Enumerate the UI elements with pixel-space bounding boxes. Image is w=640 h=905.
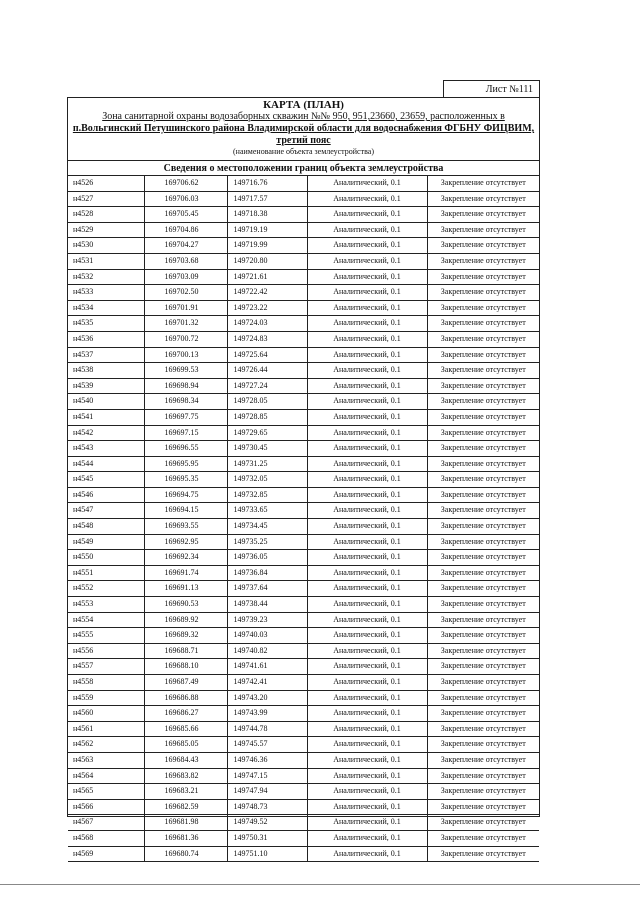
y-coordinate-cell: 149748.73 xyxy=(227,799,307,815)
table-row xyxy=(68,269,539,285)
y-coordinate-cell: 149745.57 xyxy=(227,737,307,753)
y-coordinate-cell: 149722.42 xyxy=(227,285,307,301)
point-id-cell: н4563 xyxy=(68,752,144,768)
table-row xyxy=(68,597,539,613)
marking-description-cell: Закрепление отсутствует xyxy=(427,675,539,691)
x-coordinate-cell: 169691.13 xyxy=(144,581,227,597)
document-title: КАРТА (ПЛАН) xyxy=(263,99,344,111)
table-row xyxy=(68,394,539,410)
table-row xyxy=(68,721,539,737)
x-coordinate-cell: 169696.55 xyxy=(144,441,227,457)
document-header xyxy=(68,98,539,161)
x-coordinate-cell: 169682.59 xyxy=(144,799,227,815)
marking-description-cell: Закрепление отсутствует xyxy=(427,721,539,737)
y-coordinate-cell: 149744.78 xyxy=(227,721,307,737)
x-coordinate-cell: 169680.74 xyxy=(144,846,227,862)
method-accuracy-cell: Аналитический, 0.1 xyxy=(307,503,427,519)
point-id-cell: н4526 xyxy=(68,176,144,191)
x-coordinate-cell: 169701.32 xyxy=(144,316,227,332)
method-accuracy-cell: Аналитический, 0.1 xyxy=(307,472,427,488)
table-row xyxy=(68,222,539,238)
table-row xyxy=(68,846,539,862)
x-coordinate-cell: 169697.15 xyxy=(144,425,227,441)
table-row xyxy=(68,363,539,379)
marking-description-cell: Закрепление отсутствует xyxy=(427,487,539,503)
point-id-cell: н4528 xyxy=(68,207,144,223)
method-accuracy-cell: Аналитический, 0.1 xyxy=(307,830,427,846)
y-coordinate-cell: 149751.10 xyxy=(227,846,307,862)
x-coordinate-cell: 169706.62 xyxy=(144,176,227,191)
method-accuracy-cell: Аналитический, 0.1 xyxy=(307,597,427,613)
table-row xyxy=(68,675,539,691)
marking-description-cell: Закрепление отсутствует xyxy=(427,363,539,379)
method-accuracy-cell: Аналитический, 0.1 xyxy=(307,285,427,301)
point-id-cell: н4549 xyxy=(68,534,144,550)
method-accuracy-cell: Аналитический, 0.1 xyxy=(307,706,427,722)
method-accuracy-cell: Аналитический, 0.1 xyxy=(307,799,427,815)
point-id-cell: н4540 xyxy=(68,394,144,410)
x-coordinate-cell: 169704.86 xyxy=(144,222,227,238)
table-row xyxy=(68,830,539,846)
table-row xyxy=(68,799,539,815)
point-id-cell: н4567 xyxy=(68,815,144,831)
y-coordinate-cell: 149737.64 xyxy=(227,581,307,597)
table-row xyxy=(68,191,539,207)
x-coordinate-cell: 169692.34 xyxy=(144,550,227,566)
point-id-cell: н4553 xyxy=(68,597,144,613)
table-row xyxy=(68,253,539,269)
method-accuracy-cell: Аналитический, 0.1 xyxy=(307,815,427,831)
table-row xyxy=(68,347,539,363)
x-coordinate-cell: 169689.92 xyxy=(144,612,227,628)
marking-description-cell: Закрепление отсутствует xyxy=(427,456,539,472)
point-id-cell: н4536 xyxy=(68,331,144,347)
x-coordinate-cell: 169704.27 xyxy=(144,238,227,254)
method-accuracy-cell: Аналитический, 0.1 xyxy=(307,659,427,675)
marking-description-cell: Закрепление отсутствует xyxy=(427,316,539,332)
y-coordinate-cell: 149728.85 xyxy=(227,409,307,425)
point-id-cell: н4554 xyxy=(68,612,144,628)
y-coordinate-cell: 149718.38 xyxy=(227,207,307,223)
point-id-cell: н4558 xyxy=(68,675,144,691)
x-coordinate-cell: 169703.68 xyxy=(144,253,227,269)
x-coordinate-cell: 169681.36 xyxy=(144,830,227,846)
method-accuracy-cell: Аналитический, 0.1 xyxy=(307,253,427,269)
marking-description-cell: Закрепление отсутствует xyxy=(427,207,539,223)
table-row xyxy=(68,768,539,784)
table-row xyxy=(68,378,539,394)
table-row xyxy=(68,472,539,488)
method-accuracy-cell: Аналитический, 0.1 xyxy=(307,378,427,394)
y-coordinate-cell: 149729.65 xyxy=(227,425,307,441)
y-coordinate-cell: 149732.05 xyxy=(227,472,307,488)
method-accuracy-cell: Аналитический, 0.1 xyxy=(307,347,427,363)
table-row xyxy=(68,628,539,644)
marking-description-cell: Закрепление отсутствует xyxy=(427,628,539,644)
point-id-cell: н4527 xyxy=(68,191,144,207)
marking-description-cell: Закрепление отсутствует xyxy=(427,409,539,425)
y-coordinate-cell: 149747.15 xyxy=(227,768,307,784)
table-row xyxy=(68,565,539,581)
x-coordinate-cell: 169698.94 xyxy=(144,378,227,394)
point-id-cell: н4561 xyxy=(68,721,144,737)
x-coordinate-cell: 169683.82 xyxy=(144,768,227,784)
y-coordinate-cell: 149740.82 xyxy=(227,643,307,659)
y-coordinate-cell: 149742.41 xyxy=(227,675,307,691)
point-id-cell: н4552 xyxy=(68,581,144,597)
page-bottom-divider xyxy=(0,884,640,885)
method-accuracy-cell: Аналитический, 0.1 xyxy=(307,191,427,207)
map-plan-document xyxy=(67,97,540,858)
boundary-points-rows xyxy=(68,176,539,862)
x-coordinate-cell: 169706.03 xyxy=(144,191,227,207)
marking-description-cell: Закрепление отсутствует xyxy=(427,222,539,238)
point-id-cell: н4546 xyxy=(68,487,144,503)
table-row xyxy=(68,752,539,768)
x-coordinate-cell: 169694.15 xyxy=(144,503,227,519)
table-row xyxy=(68,425,539,441)
method-accuracy-cell: Аналитический, 0.1 xyxy=(307,737,427,753)
point-id-cell: н4541 xyxy=(68,409,144,425)
point-id-cell: н4545 xyxy=(68,472,144,488)
x-coordinate-cell: 169701.91 xyxy=(144,300,227,316)
x-coordinate-cell: 169685.66 xyxy=(144,721,227,737)
y-coordinate-cell: 149725.64 xyxy=(227,347,307,363)
marking-description-cell: Закрепление отсутствует xyxy=(427,441,539,457)
x-coordinate-cell: 169688.71 xyxy=(144,643,227,659)
object-name-line-3: третий пояс xyxy=(276,135,331,146)
table-row xyxy=(68,300,539,316)
point-id-cell: н4556 xyxy=(68,643,144,659)
marking-description-cell: Закрепление отсутствует xyxy=(427,253,539,269)
y-coordinate-cell: 149727.24 xyxy=(227,378,307,394)
marking-description-cell: Закрепление отсутствует xyxy=(427,597,539,613)
marking-description-cell: Закрепление отсутствует xyxy=(427,768,539,784)
table-row xyxy=(68,176,539,191)
method-accuracy-cell: Аналитический, 0.1 xyxy=(307,519,427,535)
x-coordinate-cell: 169691.74 xyxy=(144,565,227,581)
sheet-number: Лист №111 xyxy=(443,80,540,97)
marking-description-cell: Закрепление отсутствует xyxy=(427,378,539,394)
point-id-cell: н4535 xyxy=(68,316,144,332)
table-row xyxy=(68,409,539,425)
marking-description-cell: Закрепление отсутствует xyxy=(427,534,539,550)
marking-description-cell: Закрепление отсутствует xyxy=(427,612,539,628)
method-accuracy-cell: Аналитический, 0.1 xyxy=(307,565,427,581)
method-accuracy-cell: Аналитический, 0.1 xyxy=(307,425,427,441)
y-coordinate-cell: 149731.25 xyxy=(227,456,307,472)
y-coordinate-cell: 149747.94 xyxy=(227,784,307,800)
object-name-caption: (наименование объекта землеустройства) xyxy=(233,147,374,156)
marking-description-cell: Закрепление отсутствует xyxy=(427,550,539,566)
marking-description-cell: Закрепление отсутствует xyxy=(427,519,539,535)
point-id-cell: н4551 xyxy=(68,565,144,581)
point-id-cell: н4530 xyxy=(68,238,144,254)
y-coordinate-cell: 149730.45 xyxy=(227,441,307,457)
marking-description-cell: Закрепление отсутствует xyxy=(427,815,539,831)
point-id-cell: н4562 xyxy=(68,737,144,753)
marking-description-cell: Закрепление отсутствует xyxy=(427,503,539,519)
x-coordinate-cell: 169697.75 xyxy=(144,409,227,425)
y-coordinate-cell: 149724.03 xyxy=(227,316,307,332)
marking-description-cell: Закрепление отсутствует xyxy=(427,565,539,581)
table-row xyxy=(68,285,539,301)
method-accuracy-cell: Аналитический, 0.1 xyxy=(307,394,427,410)
method-accuracy-cell: Аналитический, 0.1 xyxy=(307,269,427,285)
y-coordinate-cell: 149719.99 xyxy=(227,238,307,254)
x-coordinate-cell: 169702.50 xyxy=(144,285,227,301)
x-coordinate-cell: 169695.35 xyxy=(144,472,227,488)
y-coordinate-cell: 149746.36 xyxy=(227,752,307,768)
method-accuracy-cell: Аналитический, 0.1 xyxy=(307,300,427,316)
y-coordinate-cell: 149750.31 xyxy=(227,830,307,846)
y-coordinate-cell: 149721.61 xyxy=(227,269,307,285)
marking-description-cell: Закрепление отсутствует xyxy=(427,643,539,659)
table-row xyxy=(68,706,539,722)
y-coordinate-cell: 149728.05 xyxy=(227,394,307,410)
y-coordinate-cell: 149720.80 xyxy=(227,253,307,269)
marking-description-cell: Закрепление отсутствует xyxy=(427,300,539,316)
point-id-cell: н4555 xyxy=(68,628,144,644)
y-coordinate-cell: 149741.61 xyxy=(227,659,307,675)
point-id-cell: н4564 xyxy=(68,768,144,784)
x-coordinate-cell: 169700.72 xyxy=(144,331,227,347)
method-accuracy-cell: Аналитический, 0.1 xyxy=(307,331,427,347)
marking-description-cell: Закрепление отсутствует xyxy=(427,191,539,207)
table-row xyxy=(68,441,539,457)
table-row xyxy=(68,643,539,659)
x-coordinate-cell: 169705.45 xyxy=(144,207,227,223)
method-accuracy-cell: Аналитический, 0.1 xyxy=(307,721,427,737)
point-id-cell: н4534 xyxy=(68,300,144,316)
table-row xyxy=(68,690,539,706)
method-accuracy-cell: Аналитический, 0.1 xyxy=(307,846,427,862)
marking-description-cell: Закрепление отсутствует xyxy=(427,659,539,675)
point-id-cell: н4529 xyxy=(68,222,144,238)
method-accuracy-cell: Аналитический, 0.1 xyxy=(307,643,427,659)
point-id-cell: н4537 xyxy=(68,347,144,363)
table-row xyxy=(68,534,539,550)
x-coordinate-cell: 169686.88 xyxy=(144,690,227,706)
method-accuracy-cell: Аналитический, 0.1 xyxy=(307,207,427,223)
marking-description-cell: Закрепление отсутствует xyxy=(427,285,539,301)
method-accuracy-cell: Аналитический, 0.1 xyxy=(307,409,427,425)
point-id-cell: н4568 xyxy=(68,830,144,846)
point-id-cell: н4543 xyxy=(68,441,144,457)
method-accuracy-cell: Аналитический, 0.1 xyxy=(307,690,427,706)
point-id-cell: н4542 xyxy=(68,425,144,441)
y-coordinate-cell: 149716.76 xyxy=(227,176,307,191)
y-coordinate-cell: 149736.84 xyxy=(227,565,307,581)
table-row xyxy=(68,238,539,254)
y-coordinate-cell: 149743.99 xyxy=(227,706,307,722)
marking-description-cell: Закрепление отсутствует xyxy=(427,394,539,410)
table-row xyxy=(68,737,539,753)
table-row xyxy=(68,581,539,597)
y-coordinate-cell: 149738.44 xyxy=(227,597,307,613)
point-id-cell: н4533 xyxy=(68,285,144,301)
marking-description-cell: Закрепление отсутствует xyxy=(427,737,539,753)
x-coordinate-cell: 169700.13 xyxy=(144,347,227,363)
x-coordinate-cell: 169685.05 xyxy=(144,737,227,753)
point-id-cell: н4557 xyxy=(68,659,144,675)
marking-description-cell: Закрепление отсутствует xyxy=(427,752,539,768)
y-coordinate-cell: 149749.52 xyxy=(227,815,307,831)
marking-description-cell: Закрепление отсутствует xyxy=(427,331,539,347)
table-row xyxy=(68,784,539,800)
section-title: Сведения о местоположении границ объекта землеустройства xyxy=(68,161,539,176)
point-id-cell: н4547 xyxy=(68,503,144,519)
y-coordinate-cell: 149724.83 xyxy=(227,331,307,347)
y-coordinate-cell: 149734.45 xyxy=(227,519,307,535)
table-row xyxy=(68,659,539,675)
method-accuracy-cell: Аналитический, 0.1 xyxy=(307,675,427,691)
table-row xyxy=(68,456,539,472)
point-id-cell: н4565 xyxy=(68,784,144,800)
table-row xyxy=(68,487,539,503)
method-accuracy-cell: Аналитический, 0.1 xyxy=(307,752,427,768)
y-coordinate-cell: 149740.03 xyxy=(227,628,307,644)
method-accuracy-cell: Аналитический, 0.1 xyxy=(307,441,427,457)
table-row xyxy=(68,316,539,332)
point-id-cell: н4538 xyxy=(68,363,144,379)
y-coordinate-cell: 149732.85 xyxy=(227,487,307,503)
marking-description-cell: Закрепление отсутствует xyxy=(427,830,539,846)
marking-description-cell: Закрепление отсутствует xyxy=(427,846,539,862)
marking-description-cell: Закрепление отсутствует xyxy=(427,269,539,285)
x-coordinate-cell: 169695.95 xyxy=(144,456,227,472)
table-row xyxy=(68,612,539,628)
marking-description-cell: Закрепление отсутствует xyxy=(427,799,539,815)
table-row xyxy=(68,550,539,566)
x-coordinate-cell: 169699.53 xyxy=(144,363,227,379)
y-coordinate-cell: 149743.20 xyxy=(227,690,307,706)
marking-description-cell: Закрепление отсутствует xyxy=(427,238,539,254)
marking-description-cell: Закрепление отсутствует xyxy=(427,784,539,800)
point-id-cell: н4544 xyxy=(68,456,144,472)
marking-description-cell: Закрепление отсутствует xyxy=(427,176,539,191)
method-accuracy-cell: Аналитический, 0.1 xyxy=(307,784,427,800)
y-coordinate-cell: 149723.22 xyxy=(227,300,307,316)
marking-description-cell: Закрепление отсутствует xyxy=(427,706,539,722)
x-coordinate-cell: 169690.53 xyxy=(144,597,227,613)
x-coordinate-cell: 169692.95 xyxy=(144,534,227,550)
x-coordinate-cell: 169688.10 xyxy=(144,659,227,675)
y-coordinate-cell: 149735.25 xyxy=(227,534,307,550)
point-id-cell: н4550 xyxy=(68,550,144,566)
x-coordinate-cell: 169687.49 xyxy=(144,675,227,691)
point-id-cell: н4531 xyxy=(68,253,144,269)
table-row xyxy=(68,815,539,831)
method-accuracy-cell: Аналитический, 0.1 xyxy=(307,628,427,644)
marking-description-cell: Закрепление отсутствует xyxy=(427,581,539,597)
method-accuracy-cell: Аналитический, 0.1 xyxy=(307,238,427,254)
method-accuracy-cell: Аналитический, 0.1 xyxy=(307,487,427,503)
marking-description-cell: Закрепление отсутствует xyxy=(427,425,539,441)
method-accuracy-cell: Аналитический, 0.1 xyxy=(307,550,427,566)
x-coordinate-cell: 169693.55 xyxy=(144,519,227,535)
method-accuracy-cell: Аналитический, 0.1 xyxy=(307,768,427,784)
marking-description-cell: Закрепление отсутствует xyxy=(427,347,539,363)
y-coordinate-cell: 149726.44 xyxy=(227,363,307,379)
object-name-line-1: Зона санитарной охраны водозаборных скважин №№ 950, 951,23660, 23659, расположенных в xyxy=(102,111,505,122)
method-accuracy-cell: Аналитический, 0.1 xyxy=(307,222,427,238)
x-coordinate-cell: 169681.98 xyxy=(144,815,227,831)
point-id-cell: н4569 xyxy=(68,846,144,862)
point-id-cell: н4559 xyxy=(68,690,144,706)
boundary-points-table xyxy=(68,176,539,862)
method-accuracy-cell: Аналитический, 0.1 xyxy=(307,363,427,379)
table-row xyxy=(68,207,539,223)
point-id-cell: н4560 xyxy=(68,706,144,722)
x-coordinate-cell: 169689.32 xyxy=(144,628,227,644)
x-coordinate-cell: 169703.09 xyxy=(144,269,227,285)
point-id-cell: н4566 xyxy=(68,799,144,815)
marking-description-cell: Закрепление отсутствует xyxy=(427,690,539,706)
x-coordinate-cell: 169698.34 xyxy=(144,394,227,410)
y-coordinate-cell: 149719.19 xyxy=(227,222,307,238)
method-accuracy-cell: Аналитический, 0.1 xyxy=(307,316,427,332)
x-coordinate-cell: 169683.21 xyxy=(144,784,227,800)
method-accuracy-cell: Аналитический, 0.1 xyxy=(307,534,427,550)
x-coordinate-cell: 169686.27 xyxy=(144,706,227,722)
x-coordinate-cell: 169694.75 xyxy=(144,487,227,503)
method-accuracy-cell: Аналитический, 0.1 xyxy=(307,612,427,628)
method-accuracy-cell: Аналитический, 0.1 xyxy=(307,581,427,597)
y-coordinate-cell: 149736.05 xyxy=(227,550,307,566)
table-row xyxy=(68,519,539,535)
method-accuracy-cell: Аналитический, 0.1 xyxy=(307,456,427,472)
marking-description-cell: Закрепление отсутствует xyxy=(427,472,539,488)
method-accuracy-cell: Аналитический, 0.1 xyxy=(307,176,427,191)
point-id-cell: н4548 xyxy=(68,519,144,535)
x-coordinate-cell: 169684.43 xyxy=(144,752,227,768)
table-row xyxy=(68,331,539,347)
y-coordinate-cell: 149739.23 xyxy=(227,612,307,628)
object-name-line-2: п.Вольгинский Петушинского района Владимирской области для водоснабжения ФГБНУ ФИЦВИМ, xyxy=(72,123,535,134)
table-row xyxy=(68,503,539,519)
y-coordinate-cell: 149717.57 xyxy=(227,191,307,207)
point-id-cell: н4532 xyxy=(68,269,144,285)
y-coordinate-cell: 149733.65 xyxy=(227,503,307,519)
point-id-cell: н4539 xyxy=(68,378,144,394)
